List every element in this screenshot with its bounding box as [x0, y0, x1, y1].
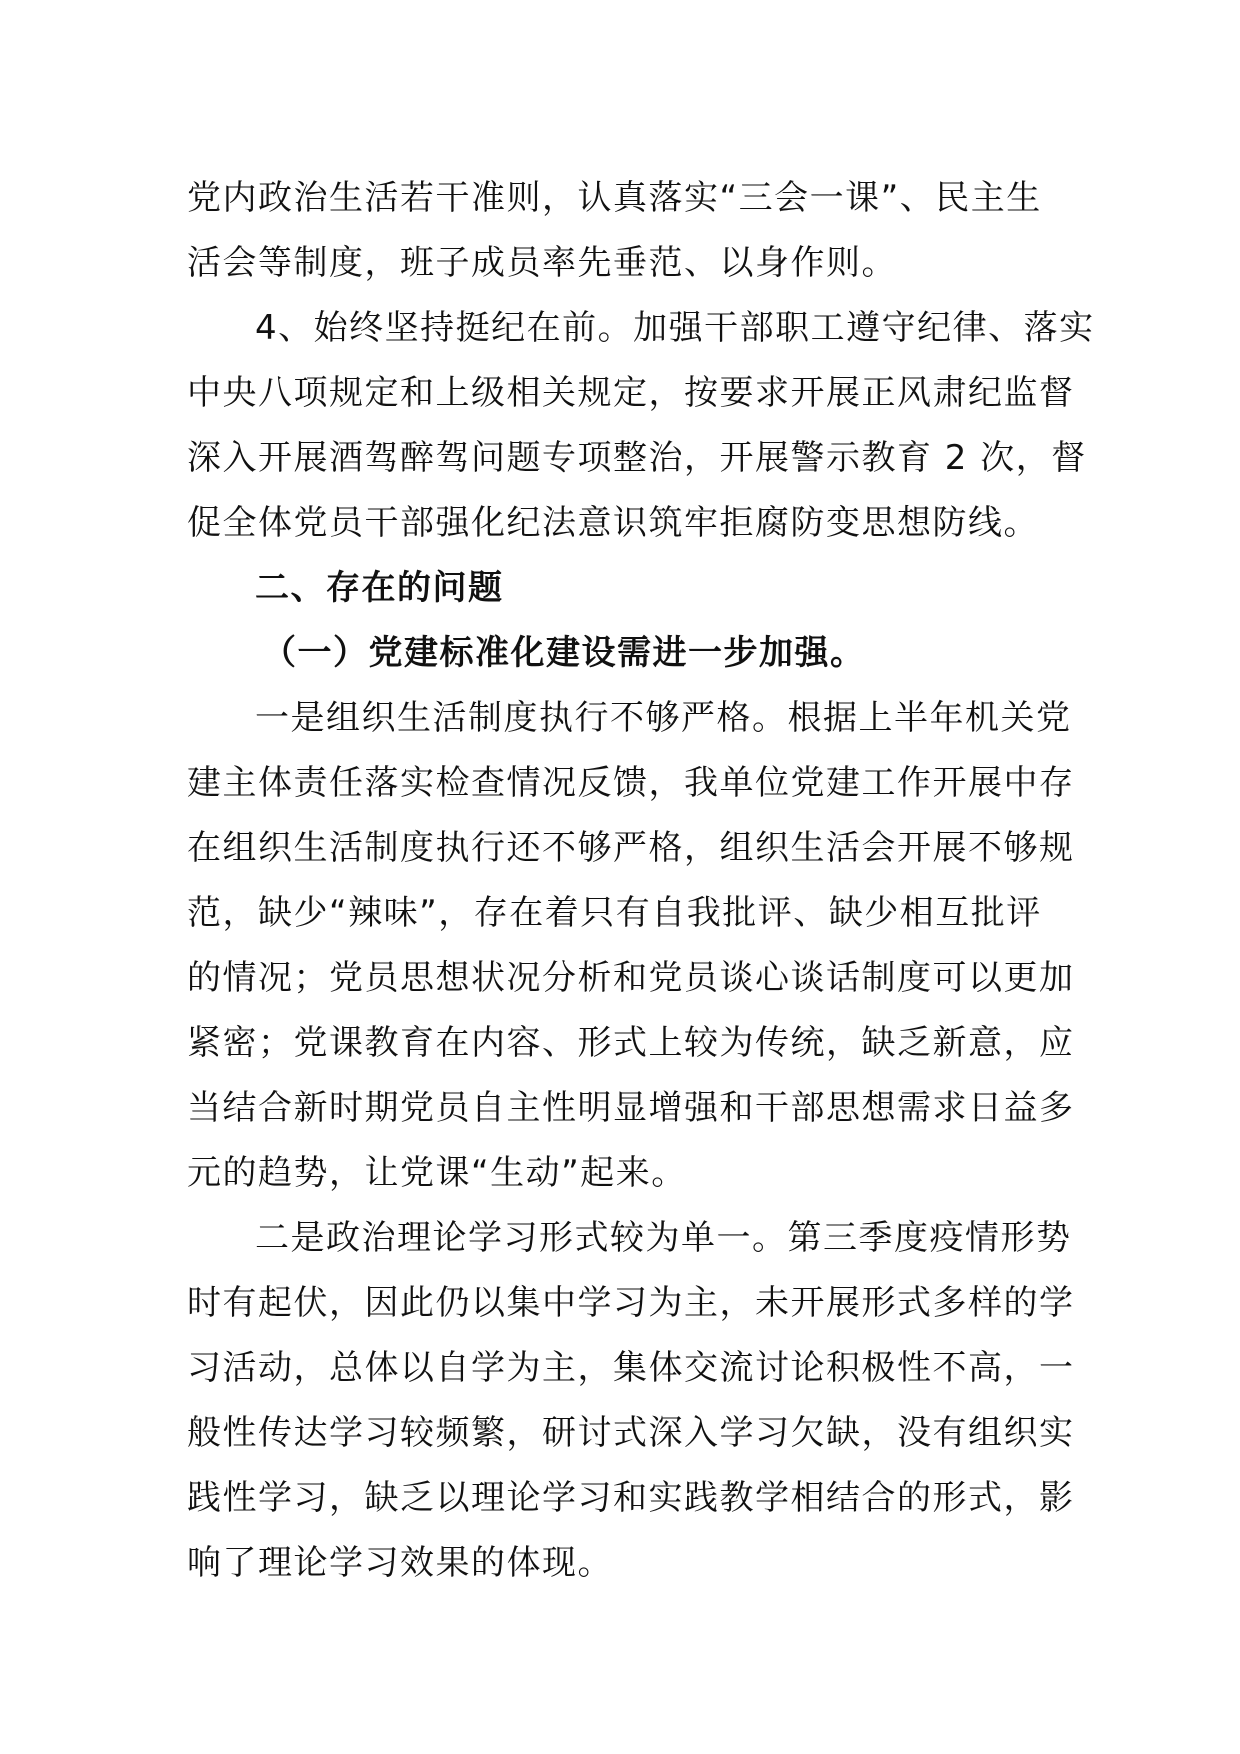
section-heading: 二、存在的问题: [255, 568, 504, 608]
paragraph-line: 深入开展酒驾醉驾问题专项整治，开展警示教育 2 次，督: [187, 438, 1087, 478]
paragraph-line: 习活动，总体以自学为主，集体交流讨论积极性不高，一: [187, 1348, 1075, 1388]
paragraph-line: 建主体责任落实检查情况反馈，我单位党建工作开展中存: [187, 763, 1075, 803]
paragraph-line: 二是政治理论学习形式较为单一。第三季度疫情形势: [255, 1218, 1072, 1258]
subsection-heading: （一）党建标准化建设需进一步加强。: [262, 633, 866, 673]
paragraph-line: 时有起伏，因此仍以集中学习为主，未开展形式多样的学: [187, 1283, 1075, 1323]
paragraph-line: 促全体党员干部强化纪法意识筑牢拒腐防变思想防线。: [187, 503, 1039, 543]
paragraph-line: 党内政治生活若干准则，认真落实“三会一课”、民主生: [187, 178, 1042, 218]
paragraph-line: 紧密；党课教育在内容、形式上较为传统，缺乏新意，应: [187, 1023, 1075, 1063]
paragraph-line: 一是组织生活制度执行不够严格。根据上半年机关党: [255, 698, 1072, 738]
paragraph-line: 般性传达学习较频繁，研讨式深入学习欠缺，没有组织实: [187, 1413, 1075, 1453]
paragraph-line: 响了理论学习效果的体现。: [187, 1543, 613, 1583]
paragraph-line: 当结合新时期党员自主性明显增强和干部思想需求日益多: [187, 1088, 1075, 1128]
paragraph-line: 在组织生活制度执行还不够严格，组织生活会开展不够规: [187, 828, 1075, 868]
paragraph-line: 的情况；党员思想状况分析和党员谈心谈话制度可以更加: [187, 958, 1075, 998]
paragraph-line: 范，缺少“辣味”，存在着只有自我批评、缺少相互批评: [187, 893, 1042, 933]
paragraph-line: 元的趋势，让党课“生动”起来。: [187, 1153, 687, 1193]
paragraph-line: 活会等制度，班子成员率先垂范、以身作则。: [187, 243, 897, 283]
paragraph-line: 中央八项规定和上级相关规定，按要求开展正风肃纪监督: [187, 373, 1075, 413]
paragraph-line: 4、始终坚持挺纪在前。加强干部职工遵守纪律、落实: [255, 308, 1095, 348]
paragraph-line: 践性学习，缺乏以理论学习和实践教学相结合的形式，影: [187, 1478, 1075, 1518]
